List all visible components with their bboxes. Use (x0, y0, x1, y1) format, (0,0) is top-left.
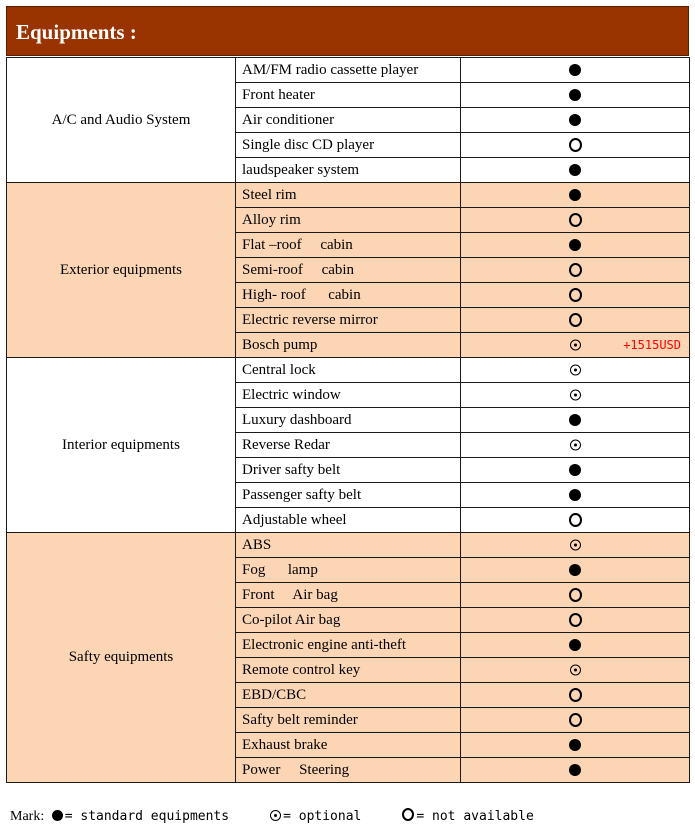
not-available-circle-icon (569, 138, 582, 152)
not-available-circle-icon (569, 313, 582, 327)
availability-cell (461, 683, 690, 708)
not-available-circle-icon (569, 288, 582, 302)
standard-dot-icon (569, 739, 581, 751)
optional-dot-icon (570, 665, 581, 676)
standard-dot-icon (569, 414, 581, 426)
item-name: Semi-roof cabin (236, 258, 461, 283)
not-available-circle-icon (569, 613, 582, 627)
item-name: Passenger safty belt (236, 483, 461, 508)
optional-dot-icon (270, 810, 281, 821)
standard-dot-icon (569, 164, 581, 176)
optional-dot-icon (570, 365, 581, 376)
item-name: Electric reverse mirror (236, 308, 461, 333)
availability-cell (461, 633, 690, 658)
item-name: EBD/CBC (236, 683, 461, 708)
equipment-table (6, 57, 690, 783)
standard-dot-icon (569, 189, 581, 201)
availability-cell (461, 258, 690, 283)
legend-standard: = standard equipments (64, 809, 230, 824)
item-name: Adjustable wheel (236, 508, 461, 533)
category-cell: A/C and Audio System (7, 58, 236, 183)
item-name: High- roof cabin (236, 283, 461, 308)
availability-cell (461, 133, 690, 158)
standard-dot-icon (569, 464, 581, 476)
item-name: Safty belt reminder (236, 708, 461, 733)
availability-cell (461, 458, 690, 483)
availability-cell (461, 708, 690, 733)
item-name: Driver safty belt (236, 458, 461, 483)
availability-cell (461, 233, 690, 258)
page-title: Equipments : (6, 6, 689, 56)
not-available-circle-icon (569, 713, 582, 727)
item-name: Alloy rim (236, 208, 461, 233)
availability-cell (461, 733, 690, 758)
standard-dot-icon (569, 764, 581, 776)
category-cell: Interior equipments (7, 358, 236, 533)
not-available-circle-icon (402, 808, 414, 821)
item-name: Flat –roof cabin (236, 233, 461, 258)
table-row (7, 533, 690, 558)
availability-cell (461, 583, 690, 608)
not-available-circle-icon (569, 513, 582, 527)
item-name: Power Steering (236, 758, 461, 783)
availability-cell (461, 658, 690, 683)
legend-optional: = optional (283, 809, 362, 824)
availability-cell (461, 358, 690, 383)
optional-dot-icon (570, 540, 581, 551)
category-cell: Exterior equipments (7, 183, 236, 358)
item-name: AM/FM radio cassette player (236, 58, 461, 83)
availability-cell (461, 183, 690, 208)
item-name: Central lock (236, 358, 461, 383)
table-row (7, 183, 690, 208)
item-name: Front heater (236, 83, 461, 108)
availability-cell (461, 408, 690, 433)
availability-cell (461, 608, 690, 633)
not-available-circle-icon (569, 588, 582, 602)
item-name: Co-pilot Air bag (236, 608, 461, 633)
item-name: laudspeaker system (236, 158, 461, 183)
legend-not-available: = not available (416, 809, 534, 824)
item-name: Electric window (236, 383, 461, 408)
item-name: Exhaust brake (236, 733, 461, 758)
availability-cell (461, 383, 690, 408)
equipment-sheet (6, 6, 689, 783)
standard-dot-icon (569, 239, 581, 251)
legend (10, 808, 690, 825)
availability-cell (461, 208, 690, 233)
optional-dot-icon (570, 390, 581, 401)
availability-cell (461, 533, 690, 558)
availability-cell (461, 58, 690, 83)
availability-cell (461, 108, 690, 133)
standard-dot-icon (569, 114, 581, 126)
not-available-circle-icon (569, 213, 582, 227)
availability-cell (461, 158, 690, 183)
item-name: Bosch pump (236, 333, 461, 358)
standard-dot-icon (569, 489, 581, 501)
availability-cell (461, 308, 690, 333)
item-name: ABS (236, 533, 461, 558)
availability-cell (461, 433, 690, 458)
optional-dot-icon (570, 340, 581, 351)
standard-dot-icon (569, 89, 581, 101)
item-name: Electronic engine anti-theft (236, 633, 461, 658)
optional-dot-icon (570, 440, 581, 451)
not-available-circle-icon (569, 688, 582, 702)
availability-cell (461, 333, 690, 358)
availability-cell (461, 83, 690, 108)
availability-cell (461, 508, 690, 533)
item-name: Front Air bag (236, 583, 461, 608)
item-name: Air conditioner (236, 108, 461, 133)
item-name: Luxury dashboard (236, 408, 461, 433)
availability-cell (461, 483, 690, 508)
availability-cell (461, 283, 690, 308)
item-name: Fog lamp (236, 558, 461, 583)
availability-cell (461, 558, 690, 583)
item-name: Steel rim (236, 183, 461, 208)
availability-cell (461, 758, 690, 783)
table-row (7, 358, 690, 383)
item-name: Remote control key (236, 658, 461, 683)
item-name: Reverse Redar (236, 433, 461, 458)
extra-price: +1515USD (623, 338, 681, 352)
table-row (7, 58, 690, 83)
standard-dot-icon (569, 64, 581, 76)
standard-dot-icon (52, 810, 63, 821)
standard-dot-icon (569, 564, 581, 576)
not-available-circle-icon (569, 263, 582, 277)
category-cell: Safty equipments (7, 533, 236, 783)
item-name: Single disc CD player (236, 133, 461, 158)
legend-label: Mark: (10, 809, 45, 824)
standard-dot-icon (569, 639, 581, 651)
